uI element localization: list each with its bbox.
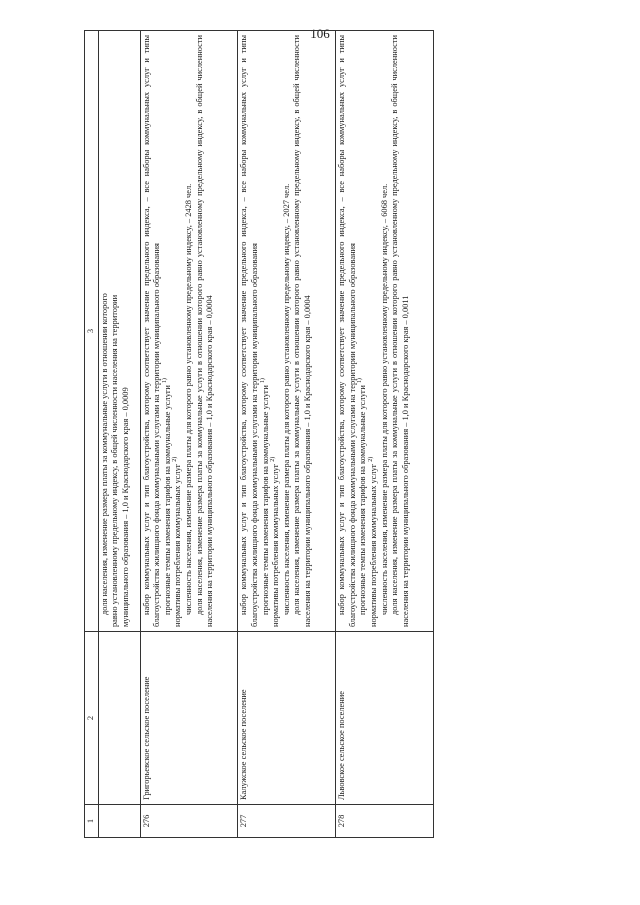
header-col-3: 3: [85, 31, 99, 632]
tariffs-text: прогнозные темпы изменения тарифов на коммунальные услуги: [260, 385, 270, 615]
tariff-index-table: [84, 30, 434, 838]
footnote-mark: 2): [270, 456, 277, 462]
paragraph-population: численность населения, изменение размера платы для которого равно установленному предельному индексу, – 2428 чел.: [183, 183, 193, 615]
paragraph-population: численность населения, изменение размера платы для которого равно установленному предельному индексу, – 2027 чел.: [281, 183, 291, 615]
cell-description: [336, 31, 434, 632]
cell-description: [140, 31, 238, 632]
paragraph-norms: [271, 35, 282, 627]
footnote-mark: 1): [357, 378, 364, 384]
table-row: [336, 31, 434, 838]
cell-description: [238, 31, 336, 632]
footnote-mark: 2): [172, 456, 179, 462]
tariffs-text: прогнозные темпы изменения тарифов на коммунальные услуги: [358, 385, 368, 615]
paragraph-tariffs: [163, 35, 174, 627]
cell-num: 276: [140, 805, 238, 838]
cell-name: Григорьевское сельское поселение: [140, 632, 238, 805]
cell-description: [98, 31, 140, 632]
page-number: 106: [310, 26, 330, 41]
cell-name: Львовское сельское поселение: [336, 632, 434, 805]
cell-num: [98, 805, 140, 838]
paragraph-share: доля населения, изменение размера платы за коммунальные услуги в отношении которого равно установленному предельному индексу, в общей численности населения на территории муниципального образования – 1,0 и Краснодарского края – 0,0011: [390, 35, 410, 627]
paragraph-set: набор коммунальных услуг и тип благоустройства, которому соответствует значение предельного индекса, – все наборы коммунальных услуг и типы благоустройства жилищного фонда коммунальными услугами на территории муниципального образования: [337, 35, 357, 627]
text-line: доля населения, изменение размера платы за коммунальные услуги в отношении которого: [99, 293, 109, 615]
paragraph-tariffs: [261, 35, 272, 627]
cell-name: [98, 632, 140, 805]
text-line: муниципального образования – 1,0 и Краснодарского края – 0,0009: [120, 387, 130, 627]
table-row-continuation: [98, 31, 140, 838]
table-row: [140, 31, 238, 838]
text-line: равно установленному предельному индексу, в общей численности населения на территории: [110, 294, 120, 627]
norms-text: нормативы потребления коммунальных услуг: [173, 463, 183, 627]
table-row: [238, 31, 336, 838]
paragraph-set: набор коммунальных услуг и тип благоустройства, которому соответствует значение предельного индекса, – все наборы коммунальных услуг и типы благоустройства жилищного фонда коммунальными услугами на территории муниципального образования: [239, 35, 259, 627]
cell-name: Калужское сельское поселение: [238, 632, 336, 805]
paragraph-norms: [369, 35, 380, 627]
header-col-2: 2: [85, 632, 99, 805]
footnote-mark: 1): [161, 378, 168, 384]
footnote-mark: 2): [368, 456, 375, 462]
paragraph-share: доля населения, изменение размера платы за коммунальные услуги в отношении которого равно установленному предельному индексу, в общей численности населения на территории муниципального образования – 1,0 и Краснодарского края – 0,0004: [292, 35, 312, 627]
paragraph-share: доля населения, изменение размера платы за коммунальные услуги в отношении которого равно установленному предельному индексу, в общей численности населения на территории муниципального образования – 1,0 и Краснодарского края – 0,0004: [194, 35, 215, 627]
norms-text: нормативы потребления коммунальных услуг: [368, 463, 378, 627]
rotated-table-container: [84, 35, 434, 838]
header-col-1: 1: [85, 805, 99, 838]
cell-num: 278: [336, 805, 434, 838]
norms-text: нормативы потребления коммунальных услуг: [271, 463, 281, 627]
table-header-row: [85, 31, 99, 838]
paragraph-norms: [173, 35, 184, 627]
cell-num: 277: [238, 805, 336, 838]
paragraph-set: набор коммунальных услуг и тип благоустройства, которому соответствует значение предельного индекса, – все наборы коммунальных услуг и типы благоустройства жилищного фонда коммунальными услугами на территории муниципального образования: [141, 35, 162, 627]
rotated-table-wrapper: [84, 35, 434, 838]
footnote-mark: 1): [259, 378, 266, 384]
paragraph-tariffs: [358, 35, 369, 627]
paragraph-population: численность населения, изменение размера платы для которого равно установленному предельному индексу, – 6068 чел.: [379, 183, 389, 615]
tariffs-text: прогнозные темпы изменения тарифов на коммунальные услуги: [162, 385, 172, 615]
